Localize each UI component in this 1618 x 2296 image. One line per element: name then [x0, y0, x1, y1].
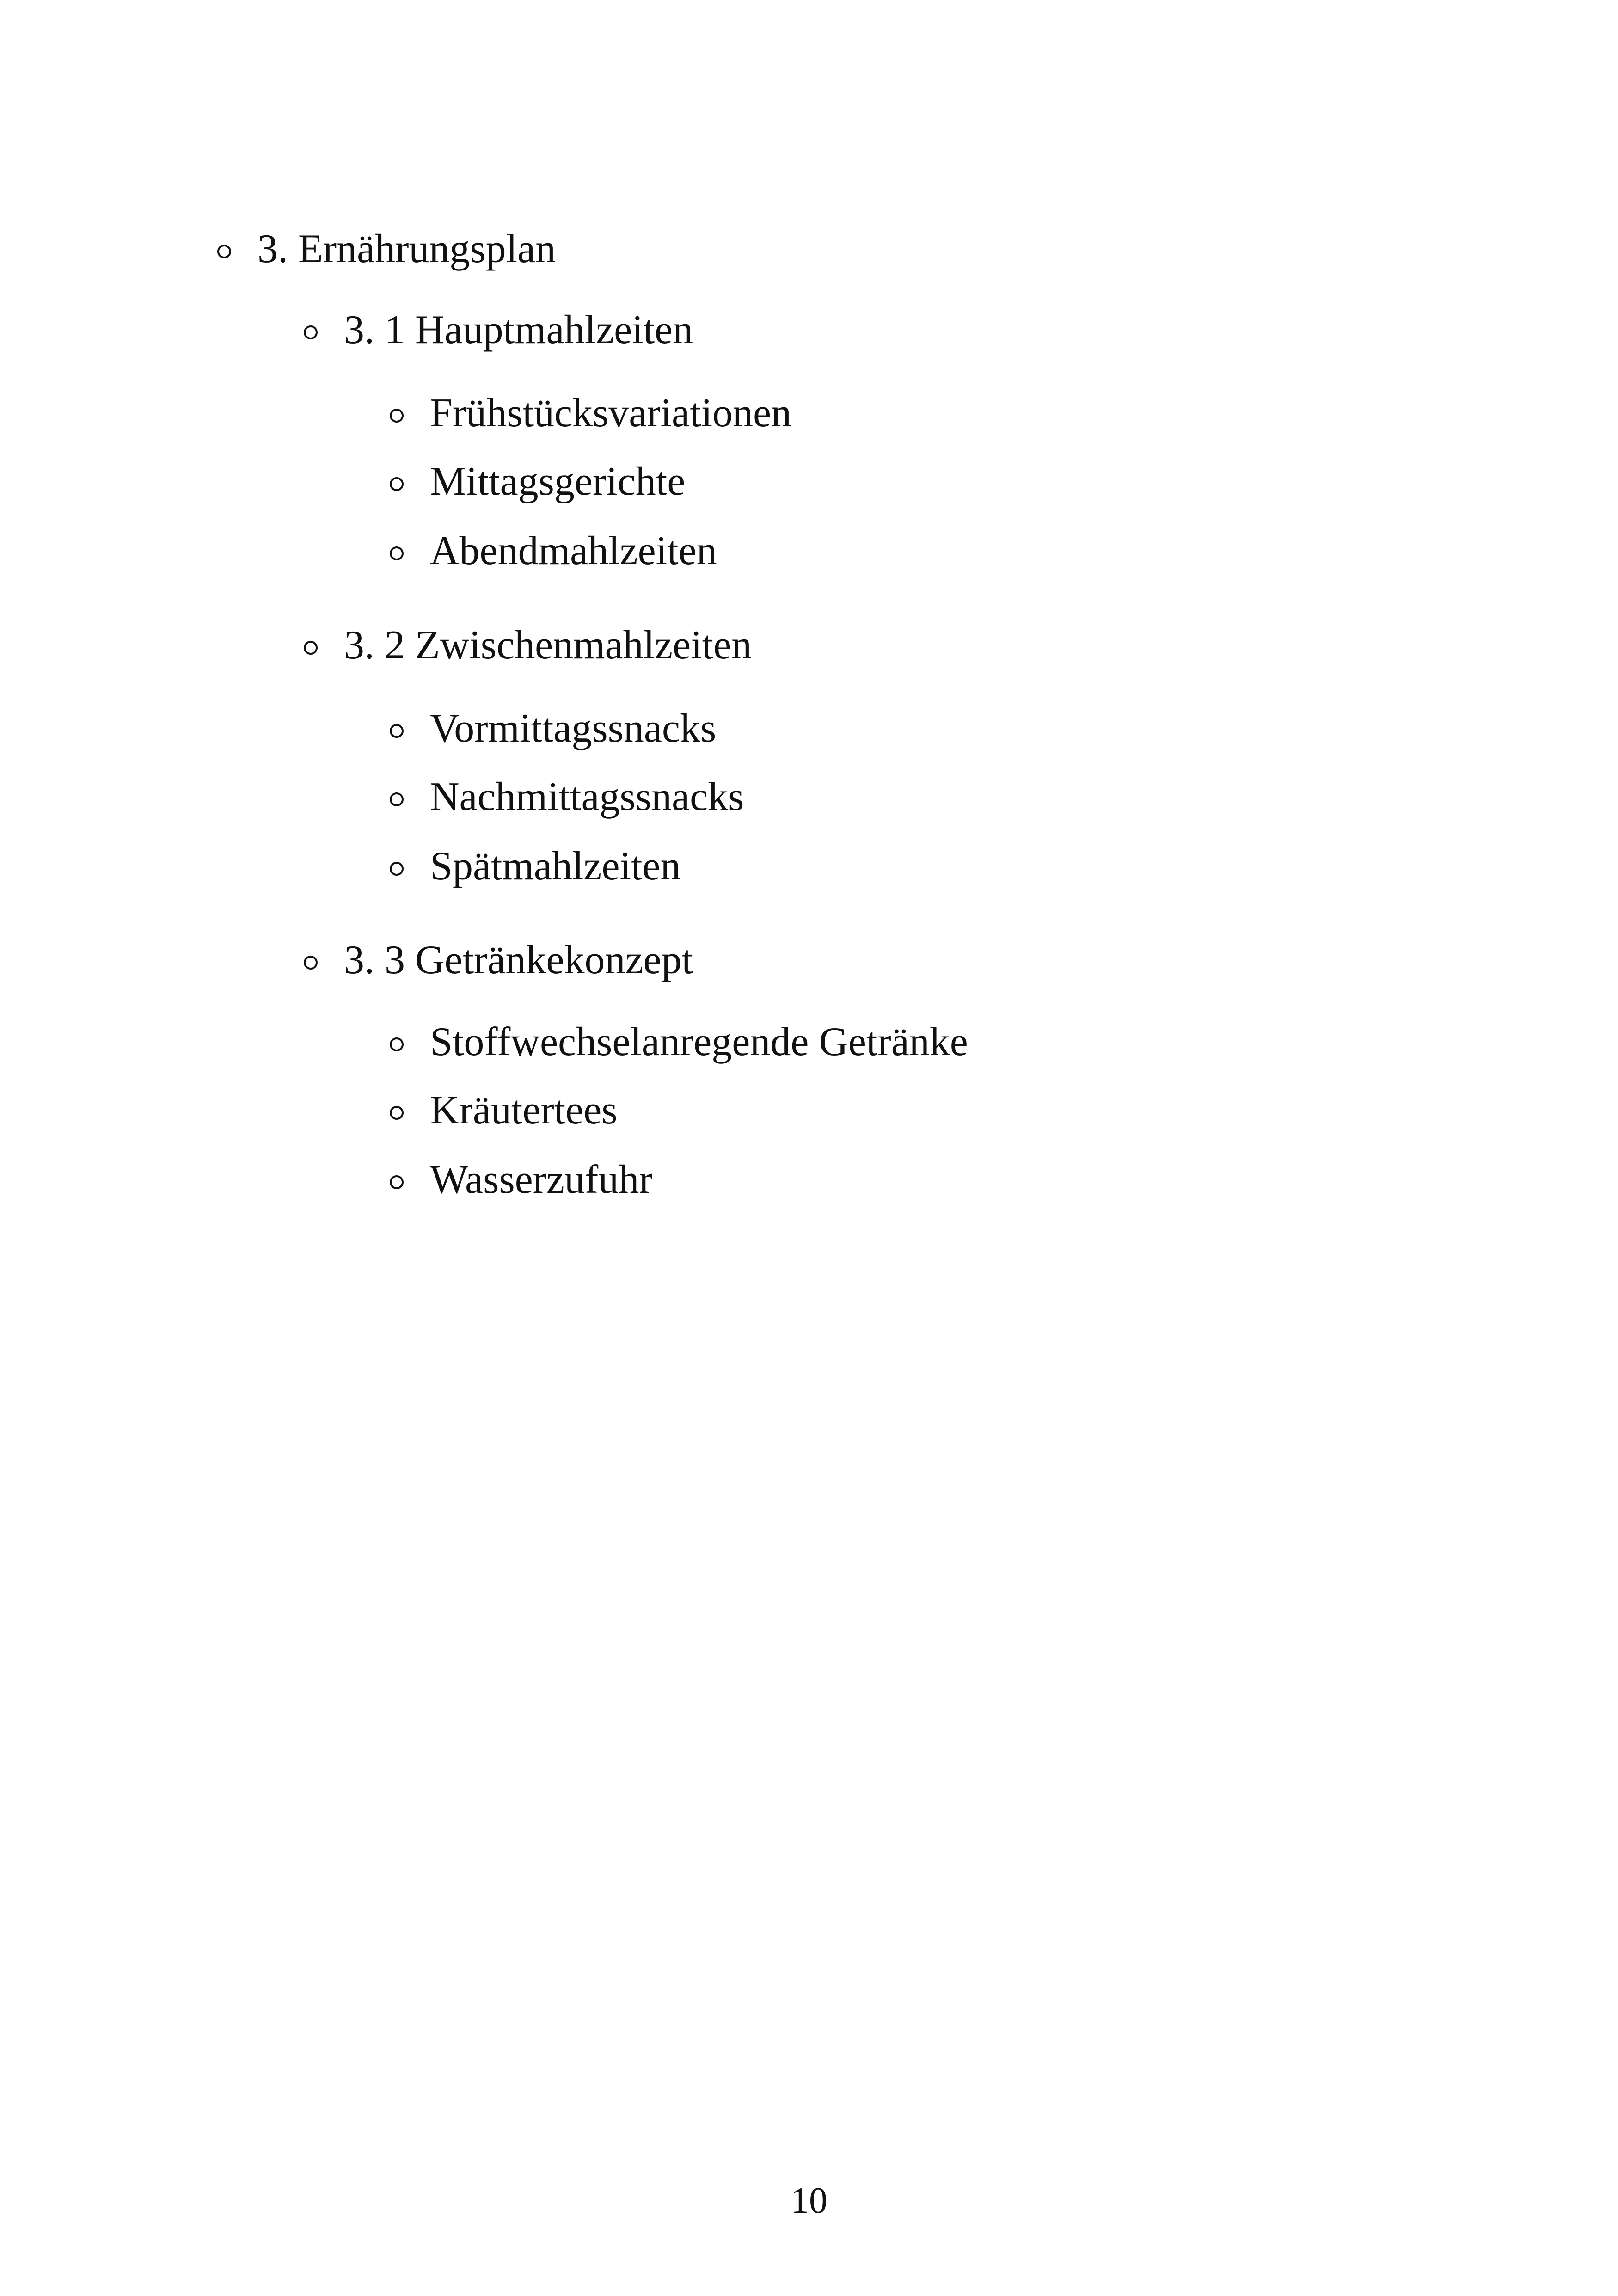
outline-section-label: 3. 3 Getränkekonzept — [344, 938, 693, 982]
outline-item-level3 — [390, 708, 716, 749]
circle-bullet-icon — [217, 245, 231, 258]
circle-bullet-icon — [390, 546, 404, 560]
outline-item-level3 — [390, 393, 791, 434]
outline-section-label: 3. 2 Zwischenmahlzeiten — [344, 623, 752, 668]
outline-subitem-label: Frühstücksvariationen — [430, 391, 792, 436]
circle-bullet-icon — [304, 956, 318, 970]
outline-subitem-label: Mittagsgerichte — [430, 459, 686, 504]
outline-item-level3 — [390, 1019, 968, 1064]
outline-item-level2 — [304, 625, 752, 666]
outline-heading: 3. Ernährungsplan — [257, 227, 556, 271]
circle-bullet-icon — [390, 409, 404, 423]
outline-item-level3 — [390, 774, 744, 819]
outline-subitem-label: Kräutertees — [430, 1088, 618, 1133]
outline-subitem-label: Wasserzufuhr — [430, 1157, 653, 1202]
outline-subitem-label: Vormittagssnacks — [430, 706, 717, 751]
circle-bullet-icon — [390, 1175, 404, 1189]
circle-bullet-icon — [390, 792, 404, 806]
outline-item-level3 — [390, 846, 680, 887]
outline-subitem-label: Spätmahlzeiten — [430, 844, 681, 889]
outline-item-level1 — [217, 229, 556, 270]
outline-subitem-label: Stoffwechselanregende Getränke — [430, 1019, 968, 1064]
circle-bullet-icon — [304, 641, 318, 655]
outline-subitem-label: Nachmittagssnacks — [430, 774, 744, 819]
circle-bullet-icon — [390, 477, 404, 491]
outline-item-level3 — [390, 1157, 653, 1202]
page-number: 10 — [791, 2180, 827, 2221]
outline-item-level2 — [304, 307, 693, 352]
circle-bullet-icon — [304, 325, 318, 339]
outline-section-label: 3. 1 Hauptmahlzeiten — [344, 307, 693, 352]
outline-item-level3 — [390, 1090, 618, 1131]
circle-bullet-icon — [390, 862, 404, 876]
outline-item-level3 — [390, 528, 717, 573]
outline-subitem-label: Abendmahlzeiten — [430, 528, 717, 573]
outline-item-level2 — [304, 940, 693, 981]
outline-item-level3 — [390, 461, 685, 502]
circle-bullet-icon — [390, 1106, 404, 1120]
circle-bullet-icon — [390, 1037, 404, 1051]
circle-bullet-icon — [390, 724, 404, 738]
